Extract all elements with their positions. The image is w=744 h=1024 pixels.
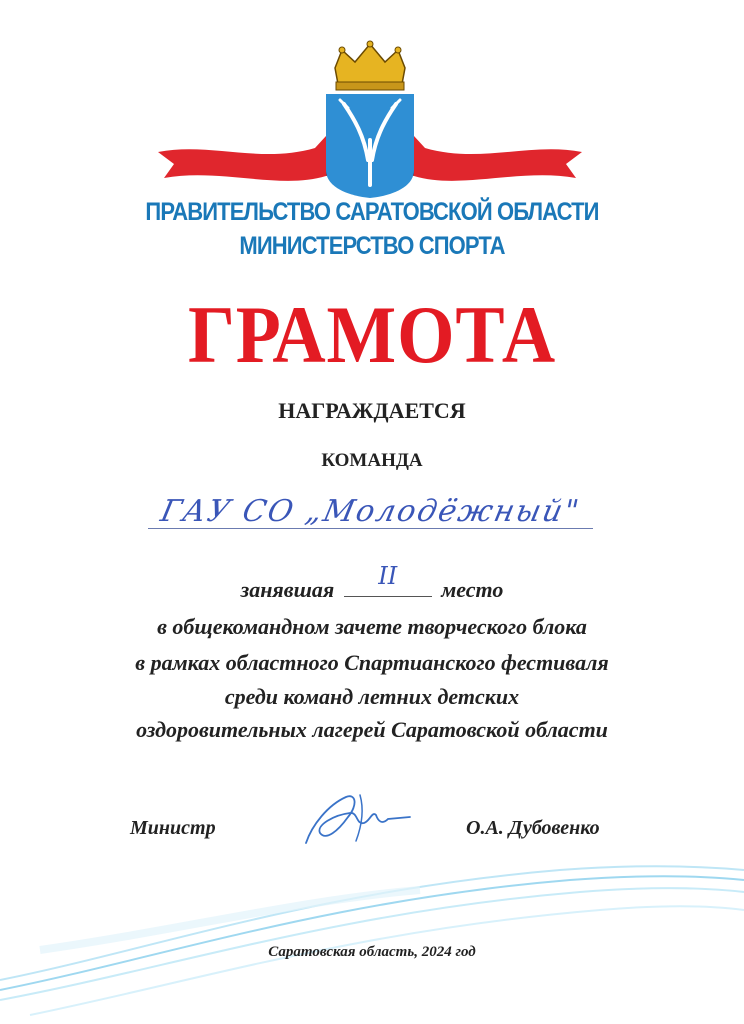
description-line: среди команд летних детских bbox=[224, 684, 520, 709]
saratov-emblem bbox=[150, 40, 590, 210]
place-blank bbox=[344, 562, 432, 597]
footer-place-year: Саратовская область, 2024 год bbox=[268, 944, 476, 960]
description-line: в рамках областного Спартианского фестиваля bbox=[135, 650, 609, 675]
place-prefix: занявшая bbox=[240, 577, 335, 602]
signature-image bbox=[298, 785, 418, 855]
ribbon-right bbox=[414, 136, 582, 181]
team-name-handwritten: ГАУ СО „Молодёжный" bbox=[157, 494, 584, 529]
ribbon-left bbox=[158, 136, 326, 181]
decorative-waves bbox=[0, 830, 744, 1024]
description-line: оздоровительных лагерей Саратовской области bbox=[136, 717, 608, 742]
team-label: КОМАНДА bbox=[321, 450, 423, 471]
signatory-name: О.А. Дубовенко bbox=[466, 817, 600, 839]
shield-icon bbox=[326, 94, 414, 198]
place-value-handwritten: II bbox=[378, 562, 398, 590]
team-name-underline bbox=[148, 528, 593, 529]
org-ministry: МИНИСТЕРСТВО СПОРТА bbox=[239, 232, 505, 260]
place-row bbox=[0, 562, 744, 603]
awarded-label: НАГРАЖДАЕТСЯ bbox=[278, 398, 466, 423]
place-suffix: место bbox=[441, 577, 504, 602]
signatory-title: Министр bbox=[130, 817, 216, 839]
org-government: ПРАВИТЕЛЬСТВО САРАТОВСКОЙ ОБЛАСТИ bbox=[145, 198, 599, 226]
description-line: в общекомандном зачете творческого блока bbox=[157, 614, 587, 639]
crown-icon bbox=[335, 41, 405, 90]
certificate-title: ГРАМОТА bbox=[187, 289, 557, 380]
